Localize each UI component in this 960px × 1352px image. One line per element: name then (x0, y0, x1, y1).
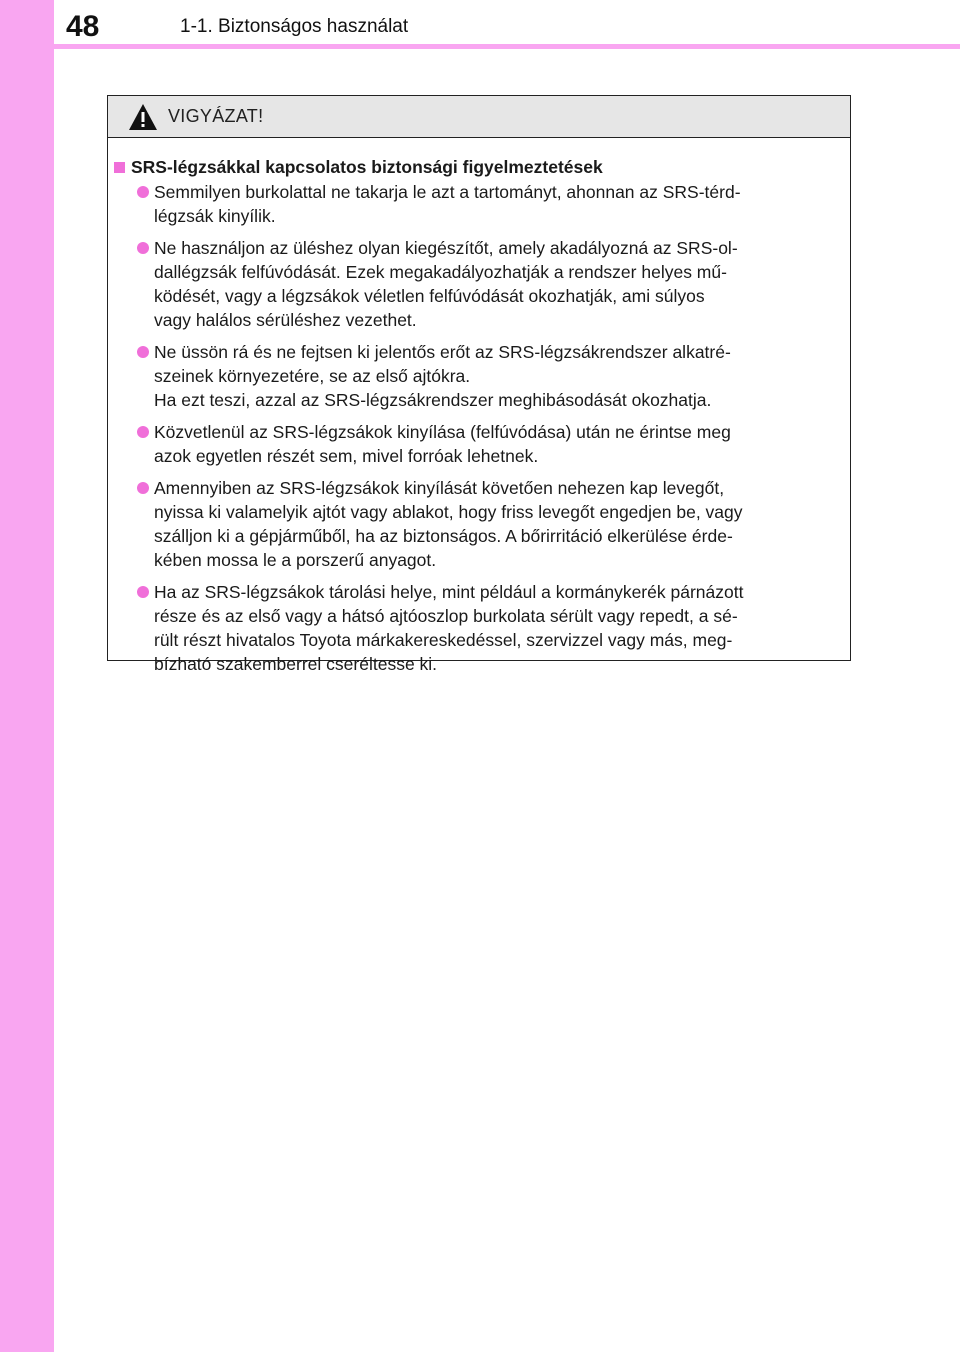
list-item (114, 580, 834, 676)
section-title: 1-1. Biztonságos használat (180, 16, 409, 37)
bullet-dot-icon (137, 482, 149, 494)
bullet-dot-icon (137, 242, 149, 254)
square-bullet-icon (114, 162, 125, 173)
list-item (114, 340, 834, 412)
caution-header (108, 96, 850, 138)
bullet-dot-icon (137, 426, 149, 438)
header-rule (54, 44, 960, 49)
subheading-text: SRS-légzsákkal kapcsolatos biztonsági figyelmeztetések (131, 157, 603, 177)
list-item (114, 236, 834, 332)
warning-triangle-icon (128, 103, 158, 131)
caution-body (108, 138, 850, 676)
bullet-dot-icon (137, 586, 149, 598)
bullet-dot-icon (137, 186, 149, 198)
list-item (114, 180, 834, 228)
list-item-text: Ha az SRS-légzsákok tárolási helye, mint például a kormánykerék párnázott része és az első vagy a hátsó ajtóoszlop burkolata sérült vagy repedt, a sé- rült részt hivatalos Toyota márkakereskedéssel, szervizzel vagy más, meg- bízható szakemberrel cseréltesse ki. (154, 582, 744, 674)
side-color-strip (0, 0, 54, 1352)
caution-subheading (114, 155, 834, 179)
caution-list (114, 180, 834, 676)
list-item-text: Ne üssön rá és ne fejtsen ki jelentős erőt az SRS-légzsákrendszer alkatré- szeinek környezetére, se az első ajtókra. Ha ezt teszi, azzal az SRS-légzsákrendszer meghibásodását okozhatja. (154, 342, 731, 410)
list-item-text: Ne használjon az üléshez olyan kiegészítőt, amely akadályozná az SRS-ol- dallégzsák felfúvódását. Ezek megakadályozhatják a rendszer helyes mű- ködését, vagy a légzsákok véletlen felfúvódását okozhatják, ami súlyos vagy halálos sérüléshez vezethet. (154, 238, 738, 330)
caution-label: VIGYÁZAT! (168, 106, 264, 126)
caution-box (107, 95, 851, 674)
list-item (114, 476, 834, 572)
list-item-text: Közvetlenül az SRS-légzsákok kinyílása (felfúvódása) után ne érintse meg azok egyetlen részét sem, mivel forróak lehetnek. (154, 422, 731, 466)
bullet-dot-icon (137, 346, 149, 358)
list-item-text: Amennyiben az SRS-légzsákok kinyílását követően nehezen kap levegőt, nyissa ki valamelyik ajtót vagy ablakot, hogy friss levegőt engedjen be, vagy szálljon ki a gépjárműből, ha az biztonságos. A bőrirritáció elkerülése érde- kében mossa le a porszerű anyagot. (154, 478, 743, 570)
list-item-text: Semmilyen burkolattal ne takarja le azt a tartományt, ahonnan az SRS-térd- légzsák kinyílik. (154, 182, 741, 226)
page-number: 48 (66, 10, 100, 43)
list-item (114, 420, 834, 468)
